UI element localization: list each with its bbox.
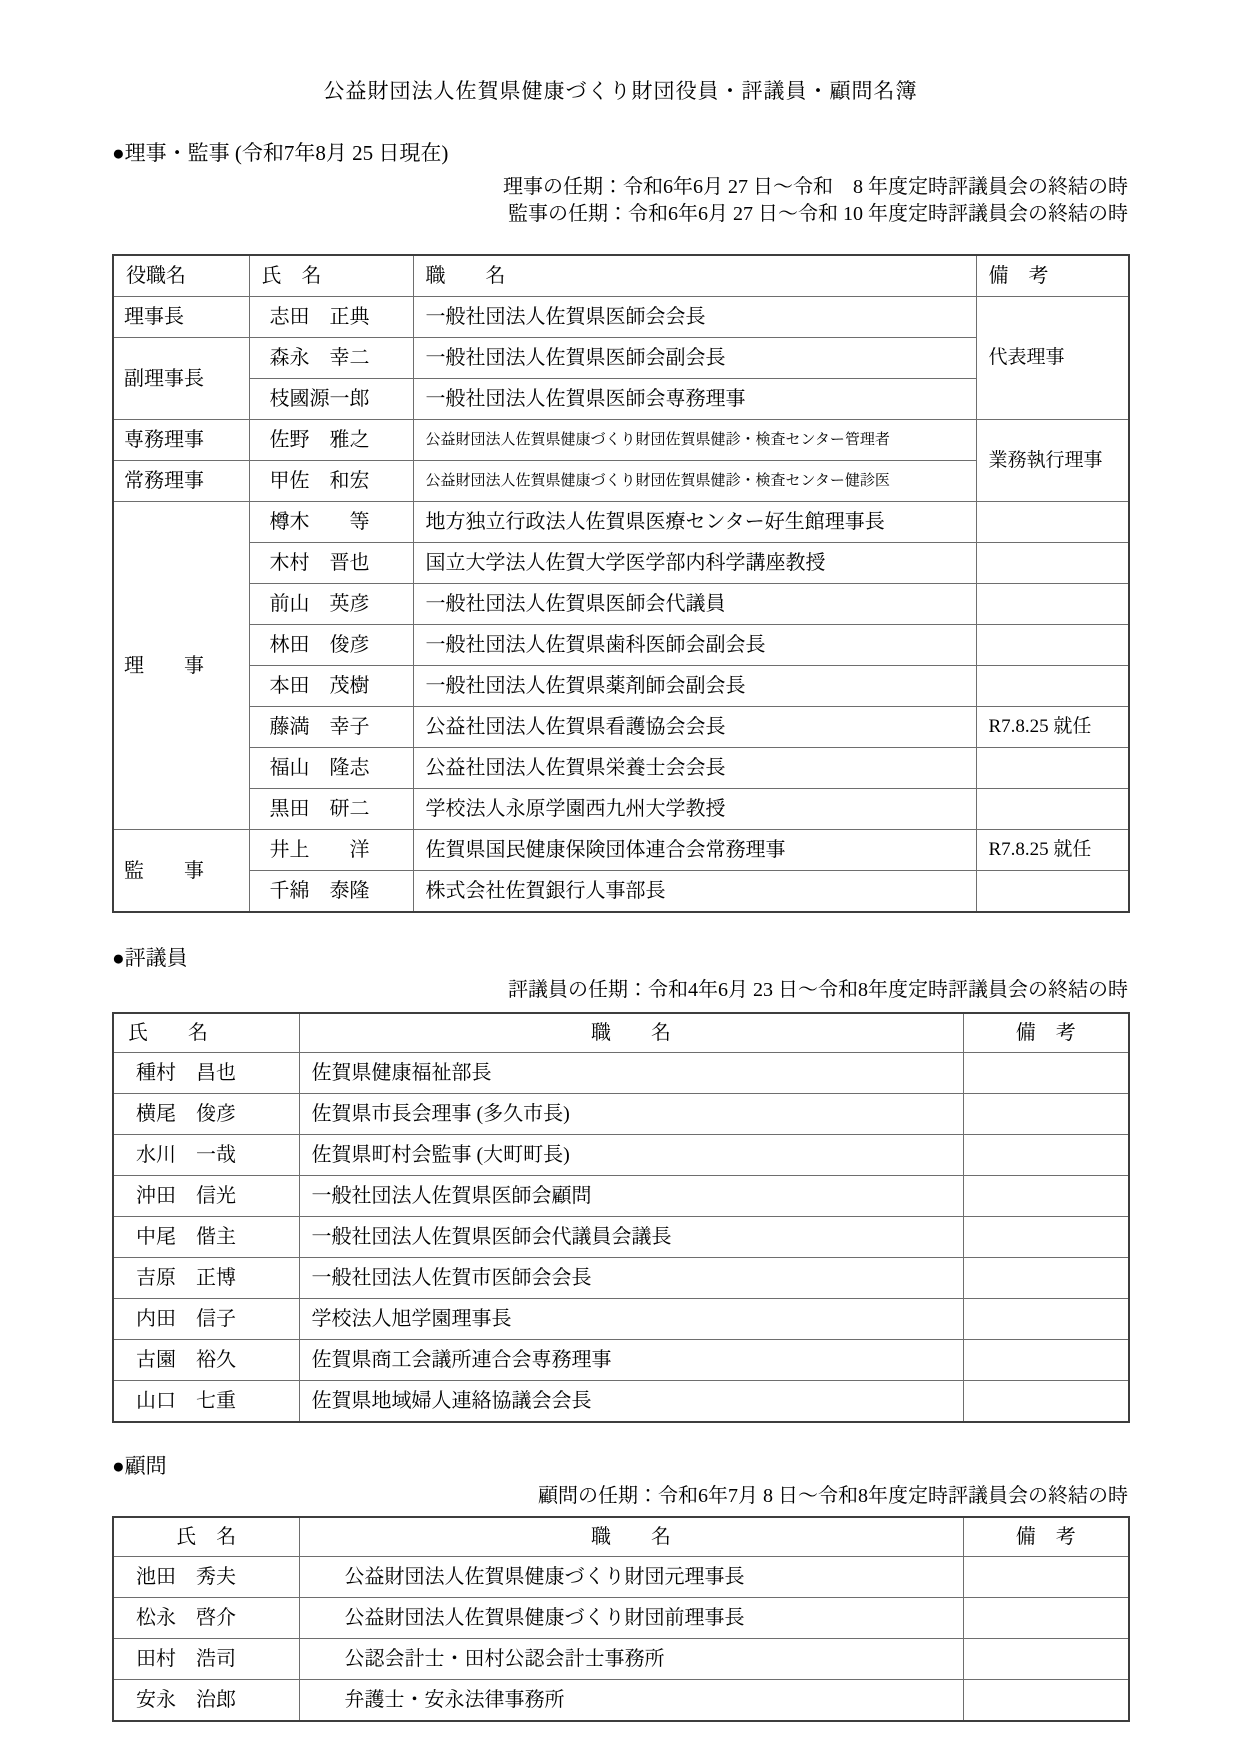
note-cell <box>963 1557 1129 1598</box>
table-row <box>113 1094 1129 1135</box>
table-row <box>113 1381 1129 1423</box>
note-column-header: 備 考 <box>976 255 1129 297</box>
title-cell: 弁護士・安永法律事務所 <box>299 1680 963 1722</box>
councilors-section-heading: ●評議員 <box>112 946 188 970</box>
name-cell: 佐野 雅之 <box>249 420 413 461</box>
table-row <box>113 1258 1129 1299</box>
position-cell: 監 事 <box>113 830 249 913</box>
name-column-header: 氏 名 <box>113 1013 299 1053</box>
document-content <box>112 140 1128 1722</box>
name-cell: 藤満 幸子 <box>249 707 413 748</box>
name-cell: 内田 信子 <box>113 1299 299 1340</box>
title-cell: 株式会社佐賀銀行人事部長 <box>413 871 976 913</box>
name-column-header: 氏 名 <box>249 255 413 297</box>
title-cell: 佐賀県市長会理事 (多久市長) <box>299 1094 963 1135</box>
note-cell <box>963 1258 1129 1299</box>
title-column-header: 職 名 <box>299 1013 963 1053</box>
name-cell: 黒田 研二 <box>249 789 413 830</box>
title-cell: 国立大学法人佐賀大学医学部内科学講座教授 <box>413 543 976 584</box>
note-cell <box>976 584 1129 625</box>
title-cell: 佐賀県健康福祉部長 <box>299 1053 963 1094</box>
table-row <box>113 1639 1129 1680</box>
table-row <box>113 1135 1129 1176</box>
name-cell: 福山 隆志 <box>249 748 413 789</box>
table-row <box>113 666 1129 707</box>
councilors-header-row <box>113 1013 1129 1053</box>
note-cell <box>963 1053 1129 1094</box>
officers-header-row <box>113 255 1129 297</box>
page-title: 公益財団法人佐賀県健康づくり財団役員・評議員・顧問名簿 <box>323 79 918 103</box>
title-cell: 一般社団法人佐賀市医師会会長 <box>299 1258 963 1299</box>
name-cell: 山口 七重 <box>113 1381 299 1423</box>
note-cell <box>976 502 1129 543</box>
title-cell: 佐賀県町村会監事 (大町町長) <box>299 1135 963 1176</box>
table-row <box>113 420 1129 461</box>
table-row <box>113 1299 1129 1340</box>
name-cell: 井上 洋 <box>249 830 413 871</box>
position-cell: 常務理事 <box>113 461 249 502</box>
name-cell: 池田 秀夫 <box>113 1557 299 1598</box>
table-row <box>113 707 1129 748</box>
title-cell: 公益財団法人佐賀県健康づくり財団佐賀県健診・検査センター健診医 <box>413 461 976 502</box>
advisors-table <box>112 1516 1130 1722</box>
title-cell: 一般社団法人佐賀県医師会専務理事 <box>413 379 976 420</box>
note-cell: 業務執行理事 <box>976 420 1129 502</box>
title-cell: 学校法人旭学園理事長 <box>299 1299 963 1340</box>
table-row <box>113 1557 1129 1598</box>
title-cell: 一般社団法人佐賀県医師会副会長 <box>413 338 976 379</box>
note-cell: R7.8.25 就任 <box>976 830 1129 871</box>
note-cell <box>963 1094 1129 1135</box>
table-row <box>113 789 1129 830</box>
name-cell: 中尾 偕主 <box>113 1217 299 1258</box>
position-column-header: 役職名 <box>113 255 249 297</box>
table-row <box>113 1217 1129 1258</box>
officers-term-line-2: 監事の任期：令和6年6月 27 日～令和 10 年度定時評議員会の終結の時 <box>508 203 1128 225</box>
title-cell: 一般社団法人佐賀県医師会顧問 <box>299 1176 963 1217</box>
note-cell <box>963 1680 1129 1722</box>
name-cell: 田村 浩司 <box>113 1639 299 1680</box>
table-row <box>113 543 1129 584</box>
name-cell: 森永 幸二 <box>249 338 413 379</box>
officers-term-block <box>112 174 1128 228</box>
name-column-header: 氏 名 <box>113 1517 299 1557</box>
title-cell: 公益財団法人佐賀県健康づくり財団元理事長 <box>299 1557 963 1598</box>
note-cell <box>963 1639 1129 1680</box>
note-column-header: 備 考 <box>963 1013 1129 1053</box>
table-row <box>113 1053 1129 1094</box>
title-cell: 公益社団法人佐賀県看護協会会長 <box>413 707 976 748</box>
note-cell <box>976 666 1129 707</box>
table-row <box>113 502 1129 543</box>
note-cell <box>963 1340 1129 1381</box>
title-cell: 一般社団法人佐賀県医師会会長 <box>413 297 976 338</box>
title-cell: 公認会計士・田村公認会計士事務所 <box>299 1639 963 1680</box>
title-cell: 学校法人永原学園西九州大学教授 <box>413 789 976 830</box>
table-row <box>113 1176 1129 1217</box>
name-cell: 吉原 正博 <box>113 1258 299 1299</box>
note-cell <box>963 1176 1129 1217</box>
note-cell <box>976 543 1129 584</box>
title-cell: 佐賀県商工会議所連合会専務理事 <box>299 1340 963 1381</box>
name-cell: 千綿 泰隆 <box>249 871 413 913</box>
officers-term-line-1: 理事の任期：令和6年6月 27 日～令和 8 年度定時評議員会の終結の時 <box>503 176 1128 198</box>
table-row <box>113 625 1129 666</box>
name-cell: 前山 英彦 <box>249 584 413 625</box>
note-cell <box>963 1217 1129 1258</box>
table-row <box>113 871 1129 913</box>
advisors-section-heading: ●顧問 <box>112 1454 167 1478</box>
officers-table <box>112 254 1130 913</box>
title-column-header: 職 名 <box>299 1517 963 1557</box>
name-cell: 古園 裕久 <box>113 1340 299 1381</box>
name-cell: 甲佐 和宏 <box>249 461 413 502</box>
table-row <box>113 1340 1129 1381</box>
note-cell <box>963 1135 1129 1176</box>
title-cell: 一般社団法人佐賀県医師会代議員会議長 <box>299 1217 963 1258</box>
table-row <box>113 830 1129 871</box>
note-cell: 代表理事 <box>976 297 1129 420</box>
name-cell: 樽木 等 <box>249 502 413 543</box>
title-column-header: 職 名 <box>413 255 976 297</box>
note-cell <box>963 1299 1129 1340</box>
note-cell <box>976 871 1129 913</box>
table-row <box>113 584 1129 625</box>
title-cell: 一般社団法人佐賀県歯科医師会副会長 <box>413 625 976 666</box>
position-cell: 理事長 <box>113 297 249 338</box>
note-cell <box>963 1381 1129 1423</box>
table-row <box>113 297 1129 338</box>
position-cell: 専務理事 <box>113 420 249 461</box>
councilors-table <box>112 1012 1130 1423</box>
table-row <box>113 1680 1129 1722</box>
title-cell: 佐賀県国民健康保険団体連合会常務理事 <box>413 830 976 871</box>
table-row <box>113 748 1129 789</box>
advisors-term-line: 顧問の任期：令和6年7月 8 日～令和8年度定時評議員会の終結の時 <box>538 1485 1128 1507</box>
note-cell <box>963 1598 1129 1639</box>
position-cell: 理 事 <box>113 502 249 830</box>
title-cell: 公益財団法人佐賀県健康づくり財団佐賀県健診・検査センター管理者 <box>413 420 976 461</box>
name-cell: 横尾 俊彦 <box>113 1094 299 1135</box>
note-column-header: 備 考 <box>963 1517 1129 1557</box>
name-cell: 沖田 信光 <box>113 1176 299 1217</box>
name-cell: 枝國源一郎 <box>249 379 413 420</box>
title-cell: 佐賀県地域婦人連絡協議会会長 <box>299 1381 963 1423</box>
note-cell <box>976 748 1129 789</box>
title-cell: 公益財団法人佐賀県健康づくり財団前理事長 <box>299 1598 963 1639</box>
name-cell: 本田 茂樹 <box>249 666 413 707</box>
name-cell: 安永 治郎 <box>113 1680 299 1722</box>
table-row <box>113 1598 1129 1639</box>
name-cell: 松永 啓介 <box>113 1598 299 1639</box>
councilors-term-line: 評議員の任期：令和4年6月 23 日～令和8年度定時評議員会の終結の時 <box>508 979 1128 1001</box>
name-cell: 志田 正典 <box>249 297 413 338</box>
note-cell: R7.8.25 就任 <box>976 707 1129 748</box>
name-cell: 水川 一哉 <box>113 1135 299 1176</box>
note-cell <box>976 625 1129 666</box>
name-cell: 木村 晋也 <box>249 543 413 584</box>
title-cell: 公益社団法人佐賀県栄養士会会長 <box>413 748 976 789</box>
title-cell: 一般社団法人佐賀県医師会代議員 <box>413 584 976 625</box>
name-cell: 種村 昌也 <box>113 1053 299 1094</box>
title-cell: 地方独立行政法人佐賀県医療センター好生館理事長 <box>413 502 976 543</box>
advisors-header-row <box>113 1517 1129 1557</box>
officers-section-heading: ●理事・監事 (令和7年8月 25 日現在) <box>112 141 449 165</box>
note-cell <box>976 789 1129 830</box>
title-cell: 一般社団法人佐賀県薬剤師会副会長 <box>413 666 976 707</box>
position-cell: 副理事長 <box>113 338 249 420</box>
name-cell: 林田 俊彦 <box>249 625 413 666</box>
